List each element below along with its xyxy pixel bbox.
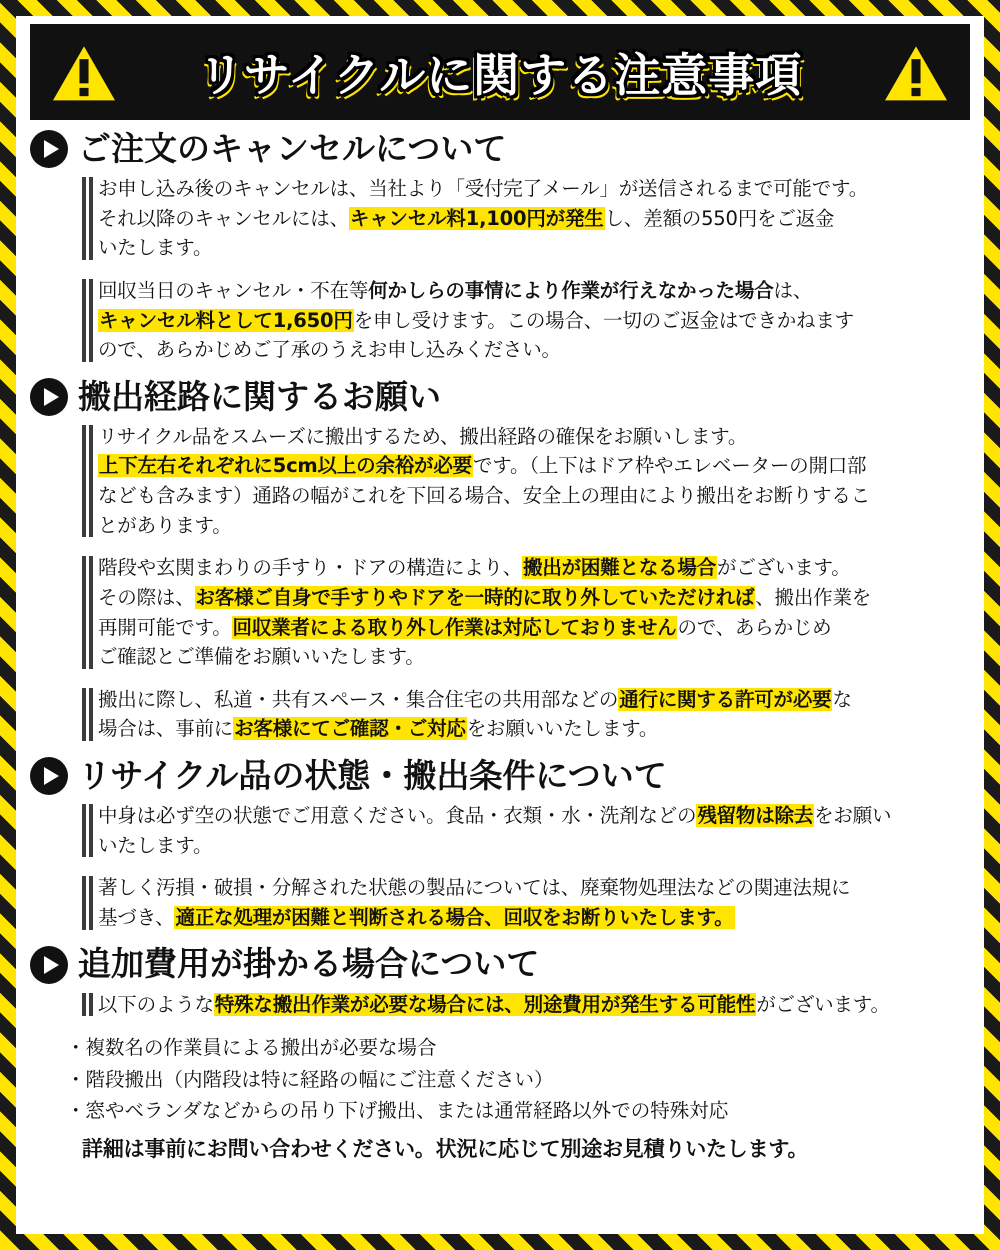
highlighted-text: 通行に関する許可が必要	[619, 687, 832, 711]
highlighted-text: キャンセル料1,100円が発生	[349, 206, 604, 230]
section-header	[30, 946, 970, 984]
paragraph	[82, 174, 970, 263]
paragraph	[82, 553, 970, 672]
text-run: をお願い	[814, 804, 892, 827]
text-run: 、搬出作業を	[755, 585, 872, 609]
highlighted-text: キャンセル料として1,650円	[99, 308, 353, 332]
highlighted-text: 回収業者による取り外し作業は対応しておりません	[232, 615, 677, 639]
text-run: お申し込み後のキャンセルは、当社より「受付完了メール」が送信されるまで可能です。	[98, 177, 869, 200]
text-run: なども含みます）通路の幅がこれを下回る場合、安全上の理由により搬出をお断りするこ	[98, 484, 871, 507]
warning-triangle-icon	[46, 38, 122, 106]
list-item: ・ 複数名の作業員による搬出が必要な場合	[66, 1032, 970, 1064]
highlighted-text: 残留物は除去	[697, 804, 814, 827]
text-run: を申し受けます。この場合、一切のご返金はできかねます	[353, 308, 854, 332]
text-run: 基づき、	[98, 905, 175, 929]
bold-text: 何かしらの事情により作業が行えなかった場合	[368, 278, 774, 302]
section	[30, 946, 970, 1163]
section-title: 搬出経路に関するお願い	[78, 376, 441, 416]
play-triangle-icon	[30, 946, 68, 984]
section	[30, 130, 970, 365]
text-run: 中身は必ず空の状態でご用意ください。食品・衣類・水・洗剤などの	[98, 804, 697, 827]
section-header	[30, 378, 970, 416]
page-title: リサイクルに関する注意事項	[197, 48, 803, 102]
text-run: は、	[773, 278, 813, 302]
text-run: ご確認とご準備をお願いいたします。	[98, 645, 425, 669]
text-run: 回収当日のキャンセル・不在等	[98, 278, 369, 302]
text-run: をお願いいたします。	[466, 717, 659, 741]
warning-triangle-icon-right	[878, 38, 954, 106]
paragraph	[82, 422, 970, 541]
text-run: リサイクル品をスムーズに搬出するため、搬出経路の確保をお願いします。	[98, 424, 748, 448]
text-run: 搬出に際し、私道・共有スペース・集合住宅の共用部などの	[98, 687, 619, 711]
section-header	[30, 130, 970, 168]
section	[30, 378, 970, 744]
sections-container	[30, 130, 970, 1163]
highlighted-text: 上下左右それぞれに5cm以上の余裕が必要	[99, 454, 472, 478]
highlighted-text: お客様にてご確認・ご対応	[234, 717, 466, 741]
text-run: とがあります。	[98, 513, 232, 537]
text-run: 著しく汚損・破損・分解された状態の製品については、廃棄物処理法などの関連法規に	[98, 876, 851, 900]
paragraph	[82, 276, 970, 365]
highlighted-text: 特殊な搬出作業が必要な場合には、別途費用が発生する可能性	[214, 992, 756, 1016]
text-run: です。（上下はドア枠やエレベーターの開口部	[472, 454, 867, 478]
text-run: 場合は、事前に	[98, 717, 234, 741]
text-run: いたします。	[98, 236, 213, 260]
highlighted-text: 適正な処理が困難と判断される場合、回収をお断りいたします。	[175, 905, 734, 929]
section-title: リサイクル品の状態・搬出条件について	[78, 755, 667, 795]
page-title-bar	[30, 24, 970, 120]
play-triangle-icon	[30, 757, 68, 795]
section	[30, 757, 970, 933]
closing-note: 詳細は事前にお問い合わせください。状況に応じて別途お見積りいたします。	[82, 1136, 809, 1161]
page-content	[16, 16, 984, 1234]
text-run: し、差額の550円をご返金	[604, 206, 835, 230]
text-run: 以下のような	[98, 992, 214, 1016]
paragraph	[82, 801, 970, 860]
paragraph	[82, 873, 970, 932]
paragraph	[82, 685, 970, 744]
list-item: ・ 階段搬出（内階段は特に経路の幅にご注意ください）	[66, 1064, 970, 1096]
highlighted-text: 搬出が困難となる場合	[523, 556, 717, 580]
text-run: ので、あらかじめご了承のうえお申し込みください。	[98, 338, 561, 362]
text-run: がございます。	[717, 556, 851, 580]
play-triangle-icon	[30, 130, 68, 168]
play-triangle-icon	[30, 378, 68, 416]
section-title: 追加費用が掛かる場合について	[78, 944, 540, 984]
text-run: ので、あらかじめ	[677, 615, 832, 639]
text-run: その際は、	[98, 585, 195, 609]
list-item: ・ 窓やベランダなどからの吊り下げ搬出、または通常経路以外での特殊対応	[66, 1095, 970, 1127]
section-header	[30, 757, 970, 795]
highlighted-text: お客様ご自身で手すりやドアを一時的に取り外していただければ	[195, 585, 755, 609]
text-run: 再開可能です。	[98, 615, 232, 639]
bullet-list	[66, 1032, 970, 1127]
text-run: いたします。	[98, 833, 213, 857]
paragraph	[82, 990, 970, 1020]
text-run: がございます。	[756, 992, 890, 1016]
text-run: 階段や玄関まわりの手すり・ドアの構造により、	[98, 556, 523, 580]
text-run: それ以降のキャンセルには、	[98, 206, 349, 230]
section-title: ご注文のキャンセルについて	[78, 128, 507, 168]
text-run: な	[832, 687, 852, 711]
